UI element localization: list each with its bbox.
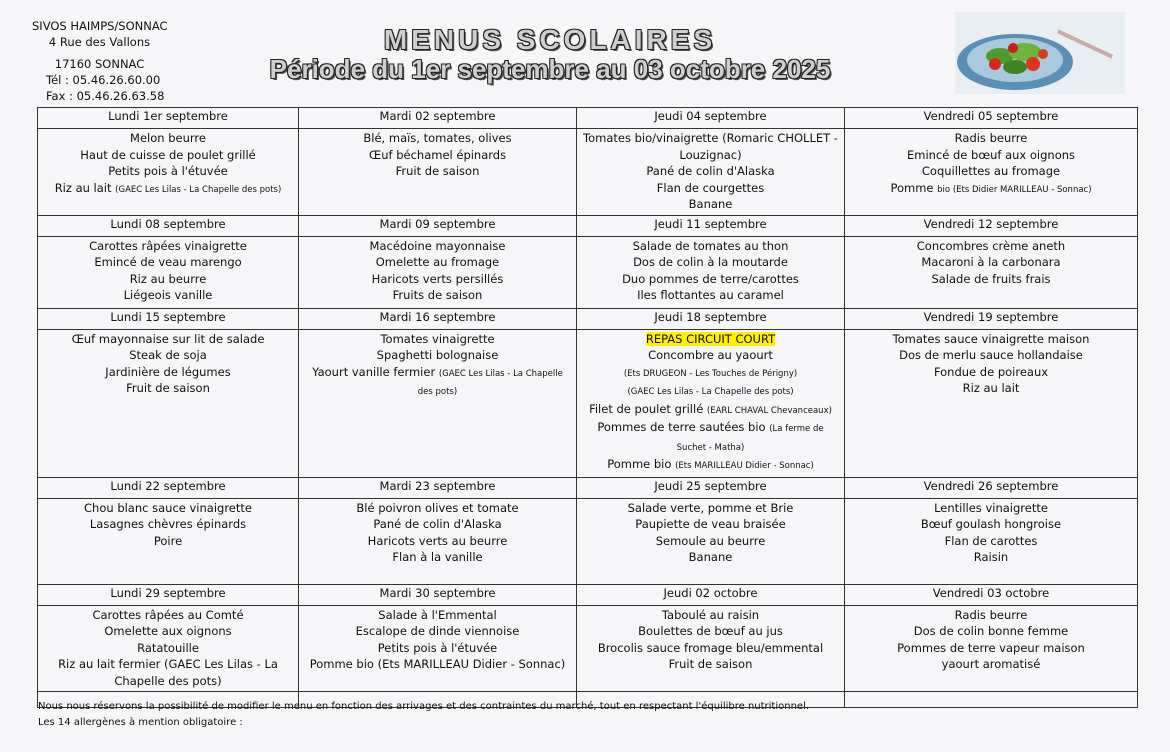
menu-item [41,673,295,690]
day-header: Mardi 23 septembre [299,477,577,498]
day-menu-cell [299,498,577,584]
menu-item [302,130,573,147]
menu-item [848,640,1134,657]
menu-item [580,364,841,383]
menu-item-text: Louzignac) [679,147,742,162]
menu-item-text: Pommes de terre vapeur maison [897,640,1085,655]
menu-item [848,516,1134,533]
week-header-row [38,584,1138,605]
supplier-note: (GAEC Les Lilas - La Chapelle [438,368,563,379]
menu-item-text: Chapelle des pots) [114,673,222,688]
menu-item [848,380,1134,397]
day-menu-cell [299,329,577,477]
highlight-label: REPAS CIRCUIT COURT [645,331,776,346]
menu-item-text: Dos de colin bonne femme [913,624,1069,638]
org-city: 17160 SONNAC [54,57,145,72]
menu-item-text: Boulettes de bœuf au jus [638,624,783,638]
menu-item [302,516,573,533]
menu-item [848,656,1134,673]
menu-item-text: Yaourt vanille fermier [312,364,439,379]
day-header: Lundi 15 septembre [38,308,299,329]
menu-item [302,500,573,517]
menu-item-text: Emincé de bœuf aux oignons [906,147,1076,162]
menu-item-text: Fruit de saison [668,657,753,671]
menu-item [41,331,295,348]
menu-item-text: Tomates bio/vinaigrette (Romaric CHOLLET - [583,131,838,145]
menu-item [302,623,573,640]
menu-item [41,516,295,533]
day-header: Mardi 02 septembre [299,108,577,129]
supplier-note: des pots) [417,387,458,397]
menu-item [41,640,295,657]
menu-item-text: Pané de colin d'Alaska [373,517,502,531]
menu-item-text: Fondue de poireaux [933,364,1049,379]
menu-item-text: Steak de soja [129,348,207,362]
menu-item [848,180,1134,199]
menu-item [848,254,1134,271]
menu-item [302,147,573,164]
menu-item [302,163,573,180]
day-menu-cell [845,236,1138,308]
menu-item-text: Salade de tomates au thon [632,238,789,253]
menu-item [41,254,295,271]
day-menu-cell [845,329,1138,477]
menu-item-text: Banane [688,550,733,564]
day-header: Lundi 29 septembre [38,584,299,605]
menu-item [41,656,295,673]
menu-item-text: Dos de colin à la moutarde [633,255,788,269]
day-menu-cell [38,236,299,308]
menu-item-text: Riz au lait [54,180,116,195]
week-header-row [38,477,1138,498]
day-header: Jeudi 18 septembre [577,308,845,329]
menu-item [580,607,841,624]
menu-item [302,254,573,271]
menu-item [580,163,841,180]
menu-item [580,640,841,657]
menu-item-text: Omelette au fromage [375,255,500,269]
menu-item [848,607,1134,624]
menu-item [41,364,295,381]
menu-item [302,287,573,304]
menu-item [41,238,295,255]
week-menu-row [38,498,1138,584]
menu-item-text: Bœuf goulash hongroise [920,517,1062,531]
footer-allergens: Les 14 allergènes à mention obligatoire : [38,717,243,728]
menu-item-text: Lasagnes chèvres épinards [89,517,247,531]
org-fax: Fax : 05.46.26.63.58 [46,89,165,104]
menu-item-text: Concombres crème aneth [916,238,1066,253]
menu-item-text: Melon beurre [130,131,206,145]
menu-item-text: Omelette aux oignons [104,624,232,638]
supplier-note: (Ets MARILLEAU Didier - Sonnac) [675,461,814,471]
menu-item [302,347,573,364]
menu-item [41,130,295,147]
menu-item [302,238,573,255]
week-header-row [38,108,1138,129]
menu-item [848,163,1134,180]
menu-item-text: Riz au beurre [129,271,207,286]
menu-item [302,364,573,383]
menu-item [580,623,841,640]
day-header: Jeudi 02 octobre [577,584,845,605]
menu-item [580,401,841,420]
menu-item [41,607,295,624]
menu-item [580,180,841,197]
day-header: Vendredi 12 septembre [845,215,1138,236]
week-menu-row [38,236,1138,308]
day-menu-cell [577,605,845,692]
day-header: Jeudi 11 septembre [577,215,845,236]
menu-item-text: Carottes râpées au Comté [92,607,244,622]
menu-item [580,347,841,364]
menu-item-text: Pommes de terre sautées bio [597,420,770,434]
day-header: Jeudi 04 septembre [577,108,845,129]
menu-item-text: Pomme [890,180,938,195]
menu-item-text: Pané de colin d'Alaska [646,164,775,178]
menu-item [848,549,1134,566]
menu-item-text: Tomates sauce vinaigrette maison [892,331,1090,346]
supplier-note: (EARL CHAVAL Chevanceaux) [706,405,832,416]
menu-item [580,254,841,271]
menu-item-text: Iles flottantes au caramel [637,288,784,302]
footer-disclaimer: Nous nous réservons la possibilité de modifier le menu en fonction des arrivages et des contraintes du marché, tout en respectant l'équilibre nutritionnel. [38,701,810,712]
day-header: Lundi 1er septembre [38,108,299,129]
menu-item [580,656,841,673]
day-header: Mardi 09 septembre [299,215,577,236]
day-menu-cell [577,236,845,308]
menu-item [848,147,1134,164]
menu-item [580,271,841,288]
menu-item [41,287,295,304]
menu-item [302,607,573,624]
day-menu-cell [845,129,1138,216]
menu-item [848,364,1134,381]
menu-item-text: Œuf mayonnaise sur lit de salade [71,331,265,346]
menu-item [41,180,295,199]
day-menu-cell [299,605,577,692]
menu-item [302,533,573,550]
day-menu-cell [38,329,299,477]
menu-item [302,656,573,673]
menu-item-text: Paupiette de veau braisée [635,517,786,531]
menu-item [580,147,841,164]
menu-item-text: Fruits de saison [392,288,483,302]
menu-item [580,130,841,147]
day-menu-cell [577,129,845,216]
menu-item-text: Œuf béchamel épinards [368,147,507,162]
menu-item [580,287,841,304]
menu-item [580,382,841,401]
menu-item [302,382,573,401]
menu-item-text: Macédoine mayonnaise [369,238,506,253]
menu-item-text: Concombre au yaourt [648,348,773,362]
menu-item-text: Petits pois à l'étuvée [108,164,228,178]
menu-item [41,271,295,288]
menu-item-text: Carottes râpées vinaigrette [89,238,247,253]
menu-item [302,271,573,288]
menu-item-text: Radis beurre [954,131,1028,145]
menu-item [41,380,295,397]
menu-item-text: Banane [688,197,733,211]
menu-item [302,331,573,348]
menu-item [580,533,841,550]
day-menu-cell [38,129,299,216]
menu-item-text: Salade verte, pomme et Brie [627,500,794,515]
day-menu-cell [845,605,1138,692]
supplier-note: bio (Ets Didier MARILLEAU - Sonnac) [937,184,1092,195]
menu-item-text: Flan de courgettes [656,180,765,195]
menu-item-text: Blé poivron olives et tomate [356,500,519,515]
organization-block [32,18,167,104]
supplier-note: (La ferme de [769,424,824,434]
menu-item-text: yaourt aromatisé [941,657,1041,671]
menu-item-text: Haut de cuisse de poulet grillé [80,147,256,162]
menu-item [848,347,1134,364]
menu-item-text: Taboulé au raisin [661,607,760,622]
title-period: Période du 1er septembre au 03 octobre 2025 [269,54,831,84]
menu-item-text: Escalope de dinde viennoise [355,624,520,638]
week-menu-row [38,605,1138,692]
menu-item-text: Fruit de saison [126,381,210,395]
week-header-row [38,308,1138,329]
day-header: Vendredi 05 septembre [845,108,1138,129]
menu-item [302,549,573,566]
menu-item-text: Coquillettes au fromage [921,164,1061,178]
menu-item-text: Poire [153,533,183,548]
menu-item-text: Tomates vinaigrette [380,331,495,346]
menu-item [848,271,1134,288]
day-menu-cell [577,329,845,477]
menu-item [580,438,841,457]
day-menu-cell [38,498,299,584]
week-menu-row [38,129,1138,216]
empty-cell [845,692,1138,708]
day-header: Vendredi 03 octobre [845,584,1138,605]
menu-item [580,516,841,533]
menu-item-text: Salade de fruits frais [931,271,1051,286]
menu-item-text: Brocolis sauce fromage bleu/emmental [597,640,824,655]
menu-item-text: Chou blanc sauce vinaigrette [84,500,252,515]
menu-item-text: Petits pois à l'étuvée [377,640,498,655]
menu-item-text: Haricots verts persillés [371,271,504,286]
menu-item-text: Emincé de veau marengo [94,255,242,269]
title-main: MENUS SCOLAIRES [383,24,717,55]
menu-item-text: Duo pommes de terre/carottes [622,271,799,286]
week-header-row [38,215,1138,236]
menu-item [302,640,573,657]
menu-item [41,533,295,550]
menu-item [848,130,1134,147]
menu-item-text: Flan à la vanille [392,550,483,564]
supplier-note: (GAEC Les Lilas - La Chapelle des pots) [115,184,282,195]
org-address: 4 Rue des Vallons [48,35,151,50]
menu-item [580,419,841,438]
menu-item-text: Pomme bio (Ets MARILLEAU Didier - Sonnac) [309,657,566,671]
menu-item [41,347,295,364]
menu-item [41,163,295,180]
day-header: Lundi 08 septembre [38,215,299,236]
menu-table [37,107,1138,708]
menu-item-text: Riz au lait fermier (GAEC Les Lilas - La [58,657,278,671]
menu-item-text: Haricots verts au beurre [367,533,508,548]
day-header: Vendredi 19 septembre [845,308,1138,329]
menu-item [580,549,841,566]
menu-item [580,196,841,213]
salad-photo [955,12,1125,94]
menu-item [41,500,295,517]
menu-item-text: Lentilles vinaigrette [934,500,1048,515]
menu-item [580,238,841,255]
menu-item [848,238,1134,255]
menu-item-text: Macaroni à la carbonara [921,255,1061,269]
menu-item [580,456,841,475]
menu-item-text: Flan de carottes [944,533,1038,548]
day-header: Mardi 16 septembre [299,308,577,329]
menu-item [848,331,1134,348]
day-menu-cell [299,129,577,216]
week-menu-row [38,329,1138,477]
day-menu-cell [577,498,845,584]
footer-notes [38,699,809,731]
day-header: Mardi 30 septembre [299,584,577,605]
menu-item [848,533,1134,550]
menu-item-text: Raisin [973,550,1009,564]
menu-item [848,500,1134,517]
menu-item-text: Fruit de saison [395,164,480,178]
menu-item [580,331,841,348]
menu-item-text: Filet de poulet grillé [589,401,707,416]
menu-item-text: Spaghetti bolognaise [376,348,499,362]
page-title [235,24,865,85]
day-menu-cell [299,236,577,308]
menu-item-text: Radis beurre [954,607,1028,622]
menu-item-text: Pomme bio [607,457,676,471]
day-menu-cell [38,605,299,692]
supplier-note: Suchet - Matha) [676,442,745,453]
menu-item-text: Semoule au beurre [655,533,766,548]
supplier-note: (Ets DRUGEON - Les Touches de Périgny) [623,368,798,379]
menu-item-text: Dos de merlu sauce hollandaise [899,348,1083,362]
day-header: Lundi 22 septembre [38,477,299,498]
menu-item-text: Salade à l'Emmental [378,607,497,622]
day-header: Vendredi 26 septembre [845,477,1138,498]
org-phone: Tél : 05.46.26.60.00 [46,73,161,88]
day-header: Jeudi 25 septembre [577,477,845,498]
menu-item-text: Blé, maïs, tomates, olives [363,131,512,145]
menu-item-text: Ratatouille [137,640,199,655]
menu-item-text: Riz au lait [962,381,1020,395]
menu-item [848,623,1134,640]
menu-item [580,500,841,517]
menu-item-text: Liégeois vanille [123,288,213,302]
supplier-note: (GAEC Les Lilas - La Chapelle des pots) [627,387,794,397]
org-name: SIVOS HAIMPS/SONNAC [32,19,168,33]
menu-item-text: Jardinière de légumes [105,364,231,379]
menu-item [41,147,295,164]
day-menu-cell [845,498,1138,584]
menu-item [41,623,295,640]
